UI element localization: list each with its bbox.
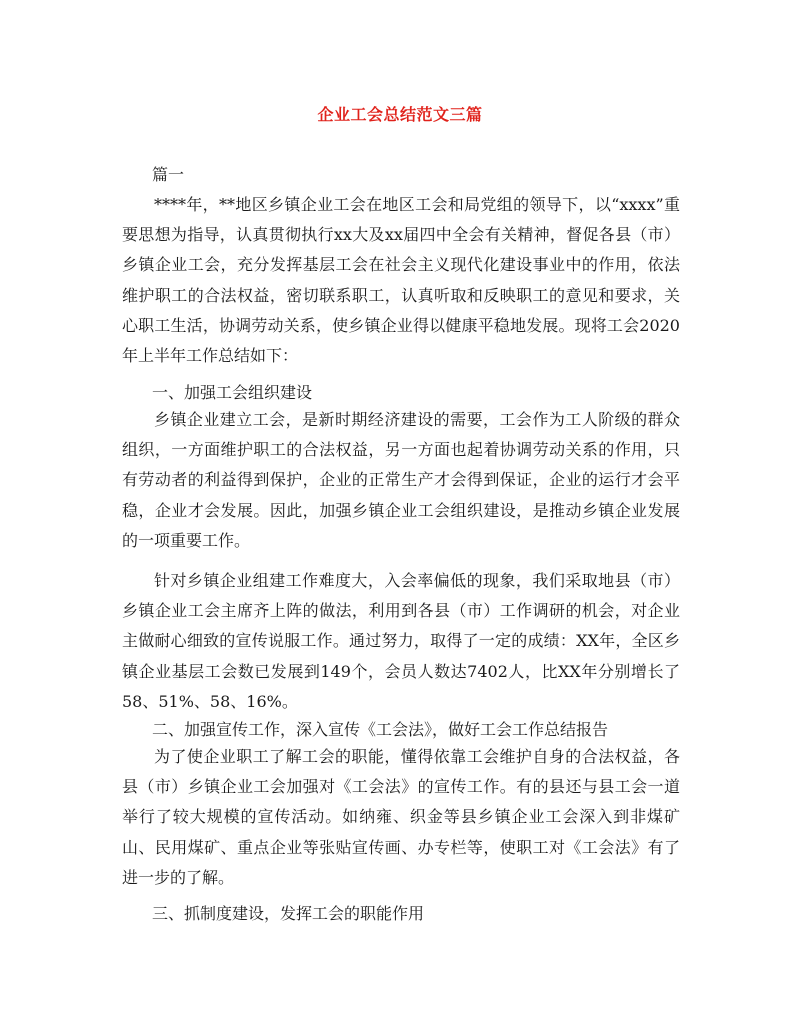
heading-organization: 一、加强工会组织建设	[152, 383, 313, 402]
document-title: 企业工会总结范文三篇	[317, 105, 483, 124]
paragraph-organization: 乡镇企业建立工会，是新时期经济建设的需要，工会作为工人阶级的群众组织，一方面维护职工的合法权益，另一方面也起着协调劳动关系的作用，只有劳动者的利益得到保护，企业的正常生产才会得到保证，企业的运行才会平稳，企业才会发展。因此，加强乡镇企业工会组织建设，是推动乡镇企业发展的一项重要工作。	[122, 410, 680, 550]
heading-publicity: 二、加强宣传工作，深入宣传《工会法》，做好工会工作总结报告	[152, 720, 609, 739]
heading-system-building: 三、抓制度建设，发挥工会的职能作用	[152, 904, 425, 923]
section-label: 篇一	[152, 165, 185, 184]
paragraph-publicity: 为了使企业职工了解工会的职能，懂得依靠工会维护自身的合法权益，各县（市）乡镇企业工会加强对《工会法》的宣传工作。有的县还与县工会一道举行了较大规模的宣传活动。如纳雍、织金等县乡镇企业工会深入到非煤矿山、民用煤矿、重点企业等张贴宣传画、办专栏等，使职工对《工会法》有了进一步的了解。	[122, 747, 680, 887]
paragraph-intro: ****年，**地区乡镇企业工会在地区工会和局党组的领导下，以“xxxx”重要思想为指导，认真贯彻执行xx大及xx届四中全会有关精神，督促各县（市）乡镇企业工会，充分发挥基层工会在社会主义现代化建设事业中的作用，依法维护职工的合法权益，密切联系职工，认真听取和反映职工的意见和要求，关心职工生活，协调劳动关系，使乡镇企业得以健康平稳地发展。现将工会2020年上半年工作总结如下：	[122, 195, 680, 366]
paragraph-membership: 针对乡镇企业组建工作难度大，入会率偏低的现象，我们采取地县（市）乡镇企业工会主席齐上阵的做法，利用到各县（市）工作调研的机会，对企业主做耐心细致的宣传说服工作。通过努力，取得了一定的成绩：XX年，全区乡镇企业基层工会数已发展到149个，会员人数达7402人，比XX年分别增长了58、51%、58、16%。	[122, 571, 680, 711]
